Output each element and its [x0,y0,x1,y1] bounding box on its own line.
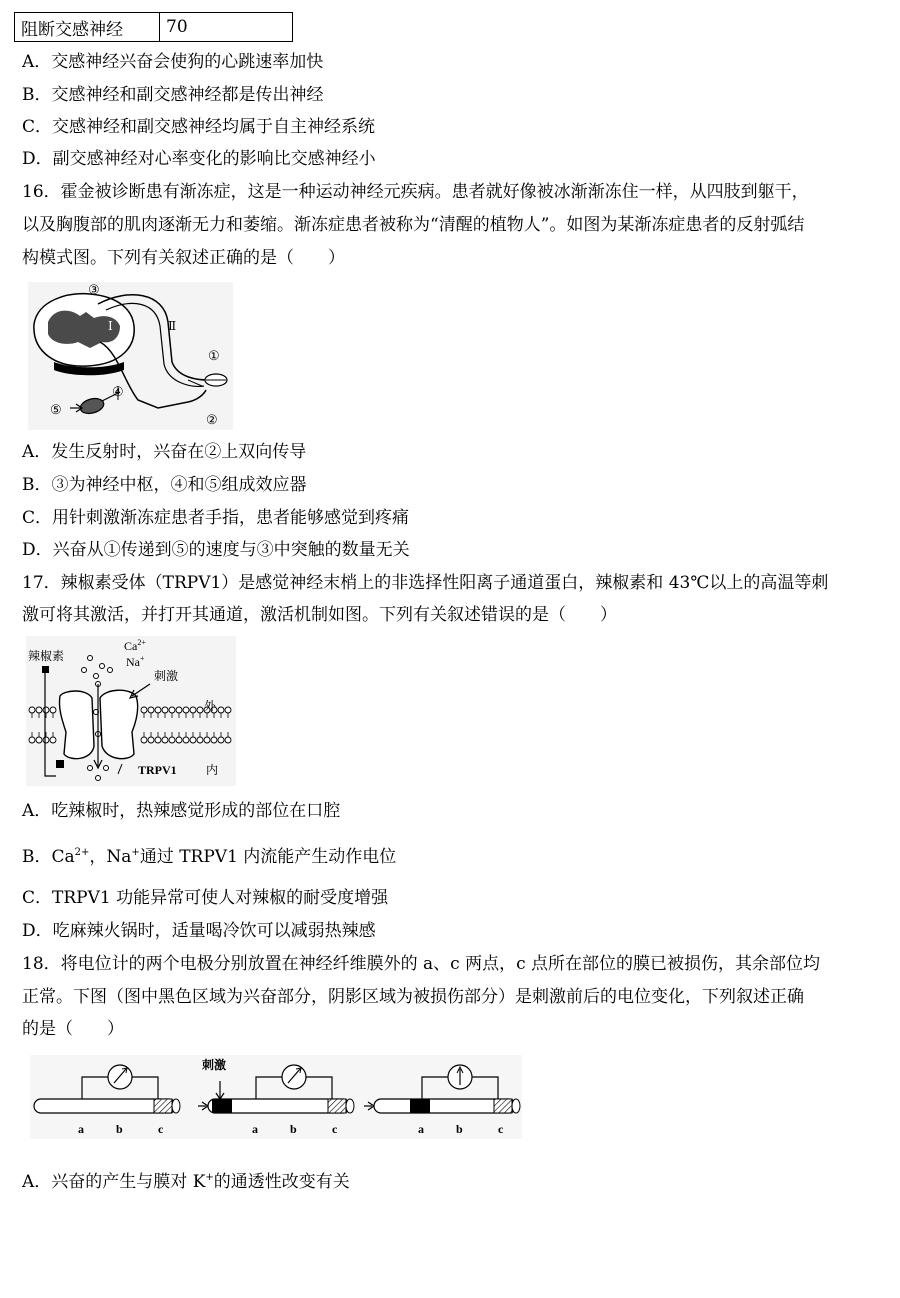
lipid-head [36,737,42,743]
lipid-head [162,707,168,713]
q16-stem-line: 以及胸腹部的肌肉逐渐无力和萎缩。渐冻症患者被称为“清醒的植物人”。如图为某渐冻症患者的反射弧结 [22,215,805,235]
lipid-head [29,737,35,743]
lipid-head [148,737,154,743]
label-stimulus: 刺激 [202,1058,227,1072]
lipid-head [169,707,175,713]
q16-stem-line: 16．霍金被诊断患有渐冻症，这是一种运动神经元疾病。患者就好像被冰渐渐冻住一样，从四肢到躯干， [22,182,809,202]
q16-option-d: D．兴奋从①传递到⑤的速度与③中突触的数量无关 [22,540,410,560]
label-inside: 内 [206,763,219,777]
lipid-head [148,707,154,713]
q17-stem-line: 激可将其激活，并打开其通道，激活机制如图。下列有关叙述错误的是（ ） [22,605,617,625]
label-trpv1: TRPV1 [138,763,177,777]
receptor-icon [205,374,227,386]
q17-option-a: A．吃辣椒时，热辣感觉形成的部位在口腔 [22,801,341,821]
q15-option-c: C．交感神经和副交感神经均属于自主神经系统 [22,117,376,137]
lipid-head [197,737,203,743]
q15-option-d: D．副交感神经对心率变化的影响比交感神经小 [22,149,376,169]
table-cell: 70 [160,13,293,42]
data-table [14,12,293,42]
lipid-head [218,737,224,743]
q15-option-b: B．交感神经和副交感神经都是传出神经 [22,85,324,105]
lipid-head [183,737,189,743]
lipid-head [155,737,161,743]
lipid-head [155,707,161,713]
lipid-head [190,737,196,743]
q17-option-b: B．$Ca^{2+}$，Na+通过 TRPV1 内流能产生动作电位 [22,847,397,867]
lipid-head [211,737,217,743]
label-capsaicin: 辣椒素 [28,649,65,663]
label-3: ③ [88,283,100,298]
label-II: Ⅱ [168,319,177,333]
lipid-head [43,707,49,713]
q17-stem-line: 17．辣椒素受体（TRPV1）是感觉神经末梢上的非选择性阳离子通道蛋白，辣椒素和 43℃以上的高温等刺 [22,573,829,593]
lipid-head [225,707,231,713]
q16-option-a: A．发生反射时，兴奋在②上双向传导 [22,442,307,462]
label-ca: $Ca^{2+}$ [124,638,146,653]
q18-stem-line: 的是（ ） [22,1019,124,1039]
label-outside: 外 [204,699,217,713]
lipid-head [50,707,56,713]
lipid-head [36,707,42,713]
lipid-head [176,737,182,743]
q15-option-a: A．交感神经兴奋会使狗的心跳速率加快 [22,52,324,72]
lipid-head [29,707,35,713]
q16-option-b: B．③为神经中枢，④和⑤组成效应器 [22,475,307,495]
label-a: a [78,1122,84,1136]
lipid-head [162,737,168,743]
label-4: ④ [112,385,124,400]
table-cell: 阻断交感神经 [15,13,160,42]
lipid-head [141,737,147,743]
label-2: ② [206,413,218,428]
label-5: ⑤ [50,403,62,418]
label-I: Ⅰ [108,319,113,333]
lipid-head [176,707,182,713]
q18-stem-line: 18．将电位计的两个电极分别放置在神经纤维膜外的 a、c 两点，c 点所在部位的膜已被损伤，其余部位均 [22,954,821,974]
trpv1-channel [59,691,94,759]
lipid-head [183,707,189,713]
lipid-head [141,707,147,713]
q16-stem-line: 构模式图。下列有关叙述正确的是（ ） [22,248,345,268]
label-c: c [498,1122,504,1136]
trpv1-figure [26,636,236,786]
reflex-arc-figure [28,282,233,430]
label-na: Na+ [126,654,145,669]
lipid-head [218,707,224,713]
label-b: b [456,1122,463,1136]
table-row [15,13,293,42]
label-b: b [116,1122,123,1136]
label-c: c [158,1122,164,1136]
q18-option-a: A．兴奋的产生与膜对 K+的通透性改变有关 [22,1172,350,1192]
q16-option-c: C．用针刺激渐冻症患者手指，患者能够感觉到疼痛 [22,508,410,528]
lipid-head [204,737,210,743]
q17-option-d: D．吃麻辣火锅时，适量喝冷饮可以减弱热辣感 [22,921,376,941]
label-b: b [290,1122,297,1136]
lipid-head [43,737,49,743]
q17-option-c: C．TRPV1 功能异常可使人对辣椒的耐受度增强 [22,888,389,908]
q18-stem-line: 正常。下图（图中黑色区域为兴奋部分，阴影区域为被损伤部分）是刺激前后的电位变化，下列叙述正确 [22,987,804,1007]
lipid-head [197,707,203,713]
lipid-head [190,707,196,713]
label-a: a [252,1122,258,1136]
label-c: c [332,1122,338,1136]
lipid-head [50,737,56,743]
label-stimulus: 刺激 [154,669,179,683]
potential-figure [30,1055,522,1139]
lipid-head [169,737,175,743]
label-1: ① [208,349,220,364]
label-a: a [418,1122,424,1136]
lipid-head [225,737,231,743]
